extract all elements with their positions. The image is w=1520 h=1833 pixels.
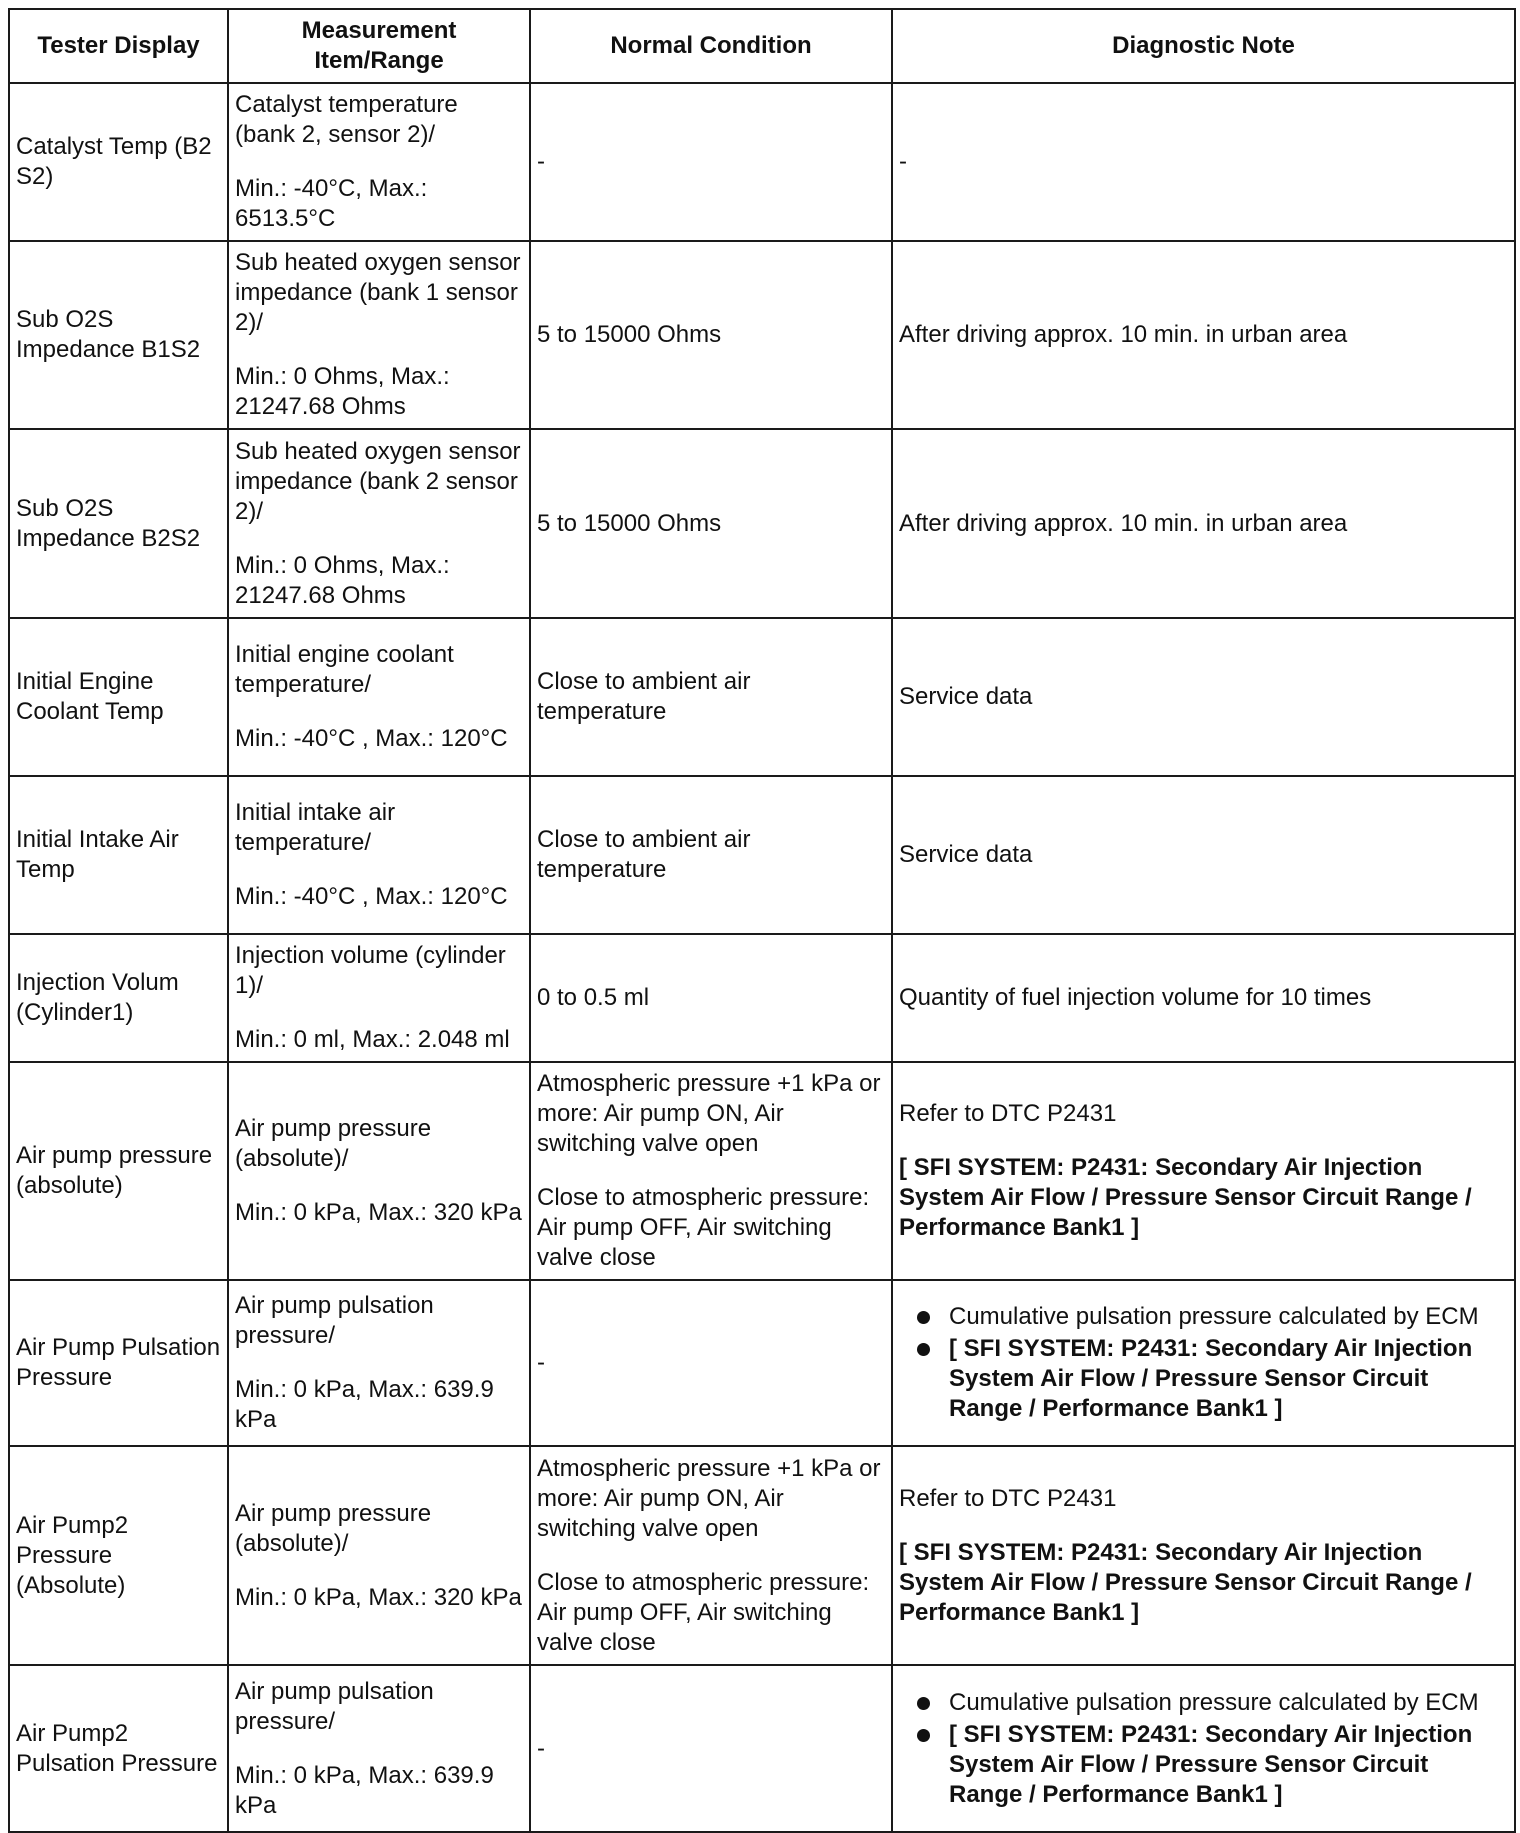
dtc-reference-link[interactable]: [ SFI SYSTEM: P2431: Secondary Air Injection System Air Flow / Pressure Sensor Circuit Range / Performance Bank1 ] bbox=[899, 1154, 1472, 1241]
measurement-range: Min.: 0 ml, Max.: 2.048 ml bbox=[235, 1026, 510, 1053]
data-list-table bbox=[8, 8, 1516, 1833]
note-text: After driving approx. 10 min. in urban area bbox=[899, 509, 1348, 537]
measurement-cell bbox=[228, 618, 530, 776]
normal-condition-text: Close to atmospheric pressure: Air pump OFF, Air switching valve close bbox=[537, 1568, 870, 1656]
table-row bbox=[9, 776, 1515, 934]
header-measurement: Measurement Item/Range bbox=[228, 9, 530, 83]
normal-condition-cell bbox=[530, 776, 892, 934]
table-row bbox=[9, 241, 1515, 429]
header-diagnostic-note: Diagnostic Note bbox=[892, 9, 1515, 83]
note-text: Service data bbox=[899, 683, 1033, 710]
note-text: Refer to DTC P2431 bbox=[899, 1484, 1117, 1512]
measurement-item: Air pump pulsation pressure/ bbox=[235, 1677, 434, 1735]
measurement-item: Injection volume (cylinder 1)/ bbox=[235, 942, 506, 999]
normal-condition-text: 5 to 15000 Ohms bbox=[537, 509, 722, 537]
normal-condition-cell bbox=[530, 1062, 892, 1280]
measurement-range: Min.: -40°C , Max.: 120°C bbox=[235, 725, 508, 752]
measurement-range: Min.: -40°C , Max.: 120°C bbox=[235, 883, 508, 910]
tester-display-cell: Initial Intake Air Temp bbox=[9, 776, 228, 934]
bullet-icon bbox=[917, 1729, 930, 1742]
table-row bbox=[9, 83, 1515, 241]
measurement-item: Air pump pressure (absolute)/ bbox=[235, 1115, 432, 1172]
tester-display-cell: Catalyst Temp (B2 S2) bbox=[9, 83, 228, 241]
header-normal-condition: Normal Condition bbox=[530, 9, 892, 83]
normal-condition-cell bbox=[530, 429, 892, 618]
table-row bbox=[9, 1665, 1515, 1832]
tester-display-cell: Air Pump2 Pressure (Absolute) bbox=[9, 1446, 228, 1665]
diagnostic-note-cell bbox=[892, 776, 1515, 934]
measurement-range: Min.: 0 kPa, Max.: 639.9 kPa bbox=[235, 1761, 494, 1819]
tester-display-cell: Sub O2S Impedance B1S2 bbox=[9, 241, 228, 429]
measurement-item: Initial engine coolant temperature/ bbox=[235, 641, 454, 698]
normal-condition-cell bbox=[530, 618, 892, 776]
dtc-reference-link[interactable]: [ SFI SYSTEM: P2431: Secondary Air Injection System Air Flow / Pressure Sensor Circuit Range / Performance Bank1 ] bbox=[949, 1335, 1473, 1422]
tester-display-cell: Sub O2S Impedance B2S2 bbox=[9, 429, 228, 618]
normal-condition-cell bbox=[530, 83, 892, 241]
diagnostic-note-cell bbox=[892, 1062, 1515, 1280]
measurement-cell bbox=[228, 1446, 530, 1665]
note-text: After driving approx. 10 min. in urban area bbox=[899, 321, 1348, 348]
normal-condition-text: 5 to 15000 Ohms bbox=[537, 321, 722, 348]
note-text: Quantity of fuel injection volume for 10 times bbox=[899, 984, 1372, 1011]
header-row bbox=[9, 9, 1515, 83]
normal-condition-text: - bbox=[537, 1349, 545, 1376]
measurement-range: Min.: -40°C, Max.: 6513.5°C bbox=[235, 175, 428, 232]
measurement-cell bbox=[228, 429, 530, 618]
normal-condition-cell bbox=[530, 241, 892, 429]
measurement-cell bbox=[228, 1062, 530, 1280]
measurement-item: Initial intake air temperature/ bbox=[235, 799, 396, 856]
diagnostic-note-cell bbox=[892, 618, 1515, 776]
normal-condition-text: - bbox=[537, 148, 545, 175]
measurement-item: Air pump pressure (absolute)/ bbox=[235, 1499, 432, 1557]
note-bullet-item bbox=[899, 1720, 1508, 1810]
table-row bbox=[9, 429, 1515, 618]
table-row bbox=[9, 1062, 1515, 1280]
measurement-cell bbox=[228, 1665, 530, 1832]
table-row bbox=[9, 618, 1515, 776]
note-bullet-list bbox=[899, 1302, 1508, 1424]
measurement-cell bbox=[228, 1280, 530, 1446]
bullet-icon bbox=[917, 1311, 930, 1324]
diagnostic-note-cell bbox=[892, 1280, 1515, 1446]
normal-condition-cell bbox=[530, 1665, 892, 1832]
tester-display-cell: Air Pump Pulsation Pressure bbox=[9, 1280, 228, 1446]
measurement-item: Sub heated oxygen sensor impedance (bank 1 sensor 2)/ bbox=[235, 249, 521, 336]
note-text: Refer to DTC P2431 bbox=[899, 1100, 1117, 1127]
note-bullet-item bbox=[899, 1302, 1508, 1332]
measurement-item: Catalyst temperature (bank 2, sensor 2)/ bbox=[235, 91, 458, 148]
diagnostic-note-cell bbox=[892, 241, 1515, 429]
table-row bbox=[9, 1446, 1515, 1665]
measurement-range: Min.: 0 kPa, Max.: 320 kPa bbox=[235, 1583, 522, 1611]
bullet-icon bbox=[917, 1343, 930, 1356]
diagnostic-note-cell bbox=[892, 1446, 1515, 1665]
measurement-cell bbox=[228, 934, 530, 1062]
normal-condition-cell bbox=[530, 934, 892, 1062]
dtc-reference-link[interactable]: [ SFI SYSTEM: P2431: Secondary Air Injection System Air Flow / Pressure Sensor Circuit Range / Performance Bank1 ] bbox=[949, 1720, 1473, 1808]
diagnostic-note-cell bbox=[892, 83, 1515, 241]
note-bullet-text: Cumulative pulsation pressure calculated by ECM bbox=[949, 1688, 1479, 1716]
note-bullet-text: Cumulative pulsation pressure calculated by ECM bbox=[949, 1303, 1479, 1330]
measurement-range: Min.: 0 kPa, Max.: 320 kPa bbox=[235, 1199, 522, 1226]
normal-condition-text: - bbox=[537, 1734, 545, 1762]
tester-display-cell: Injection Volum (Cylinder1) bbox=[9, 934, 228, 1062]
diagnostic-note-cell bbox=[892, 429, 1515, 618]
tester-display-cell: Air Pump2 Pulsation Pressure bbox=[9, 1665, 228, 1832]
measurement-cell bbox=[228, 83, 530, 241]
bullet-icon bbox=[917, 1697, 930, 1710]
note-bullet-list bbox=[899, 1688, 1508, 1810]
measurement-cell bbox=[228, 241, 530, 429]
normal-condition-text: Close to ambient air temperature bbox=[537, 668, 751, 725]
note-bullet-item bbox=[899, 1334, 1508, 1424]
header-tester-display: Tester Display bbox=[9, 9, 228, 83]
normal-condition-text: Atmospheric pressure +1 kPa or more: Air pump ON, Air switching valve open bbox=[537, 1454, 881, 1542]
measurement-cell bbox=[228, 776, 530, 934]
measurement-range: Min.: 0 kPa, Max.: 639.9 kPa bbox=[235, 1376, 494, 1433]
normal-condition-text: 0 to 0.5 ml bbox=[537, 984, 650, 1011]
measurement-range: Min.: 0 Ohms, Max.: 21247.68 Ohms bbox=[235, 551, 450, 609]
normal-condition-text: Atmospheric pressure +1 kPa or more: Air pump ON, Air switching valve open bbox=[537, 1070, 881, 1157]
diagnostic-note-cell bbox=[892, 934, 1515, 1062]
note-bullet-item bbox=[899, 1688, 1508, 1718]
tester-display-cell: Initial Engine Coolant Temp bbox=[9, 618, 228, 776]
measurement-range: Min.: 0 Ohms, Max.: 21247.68 Ohms bbox=[235, 363, 450, 420]
table-row bbox=[9, 934, 1515, 1062]
normal-condition-cell bbox=[530, 1280, 892, 1446]
dtc-reference-link[interactable]: [ SFI SYSTEM: P2431: Secondary Air Injection System Air Flow / Pressure Sensor Circuit Range / Performance Bank1 ] bbox=[899, 1538, 1472, 1626]
measurement-item: Air pump pulsation pressure/ bbox=[235, 1292, 434, 1349]
normal-condition-text: Close to ambient air temperature bbox=[537, 826, 751, 883]
normal-condition-cell bbox=[530, 1446, 892, 1665]
measurement-item: Sub heated oxygen sensor impedance (bank 2 sensor 2)/ bbox=[235, 437, 521, 525]
normal-condition-text: Close to atmospheric pressure: Air pump OFF, Air switching valve close bbox=[537, 1184, 870, 1271]
table-row bbox=[9, 1280, 1515, 1446]
note-text: - bbox=[899, 148, 907, 175]
tester-display-cell: Air pump pressure (absolute) bbox=[9, 1062, 228, 1280]
diagnostic-note-cell bbox=[892, 1665, 1515, 1832]
note-text: Service data bbox=[899, 841, 1033, 868]
